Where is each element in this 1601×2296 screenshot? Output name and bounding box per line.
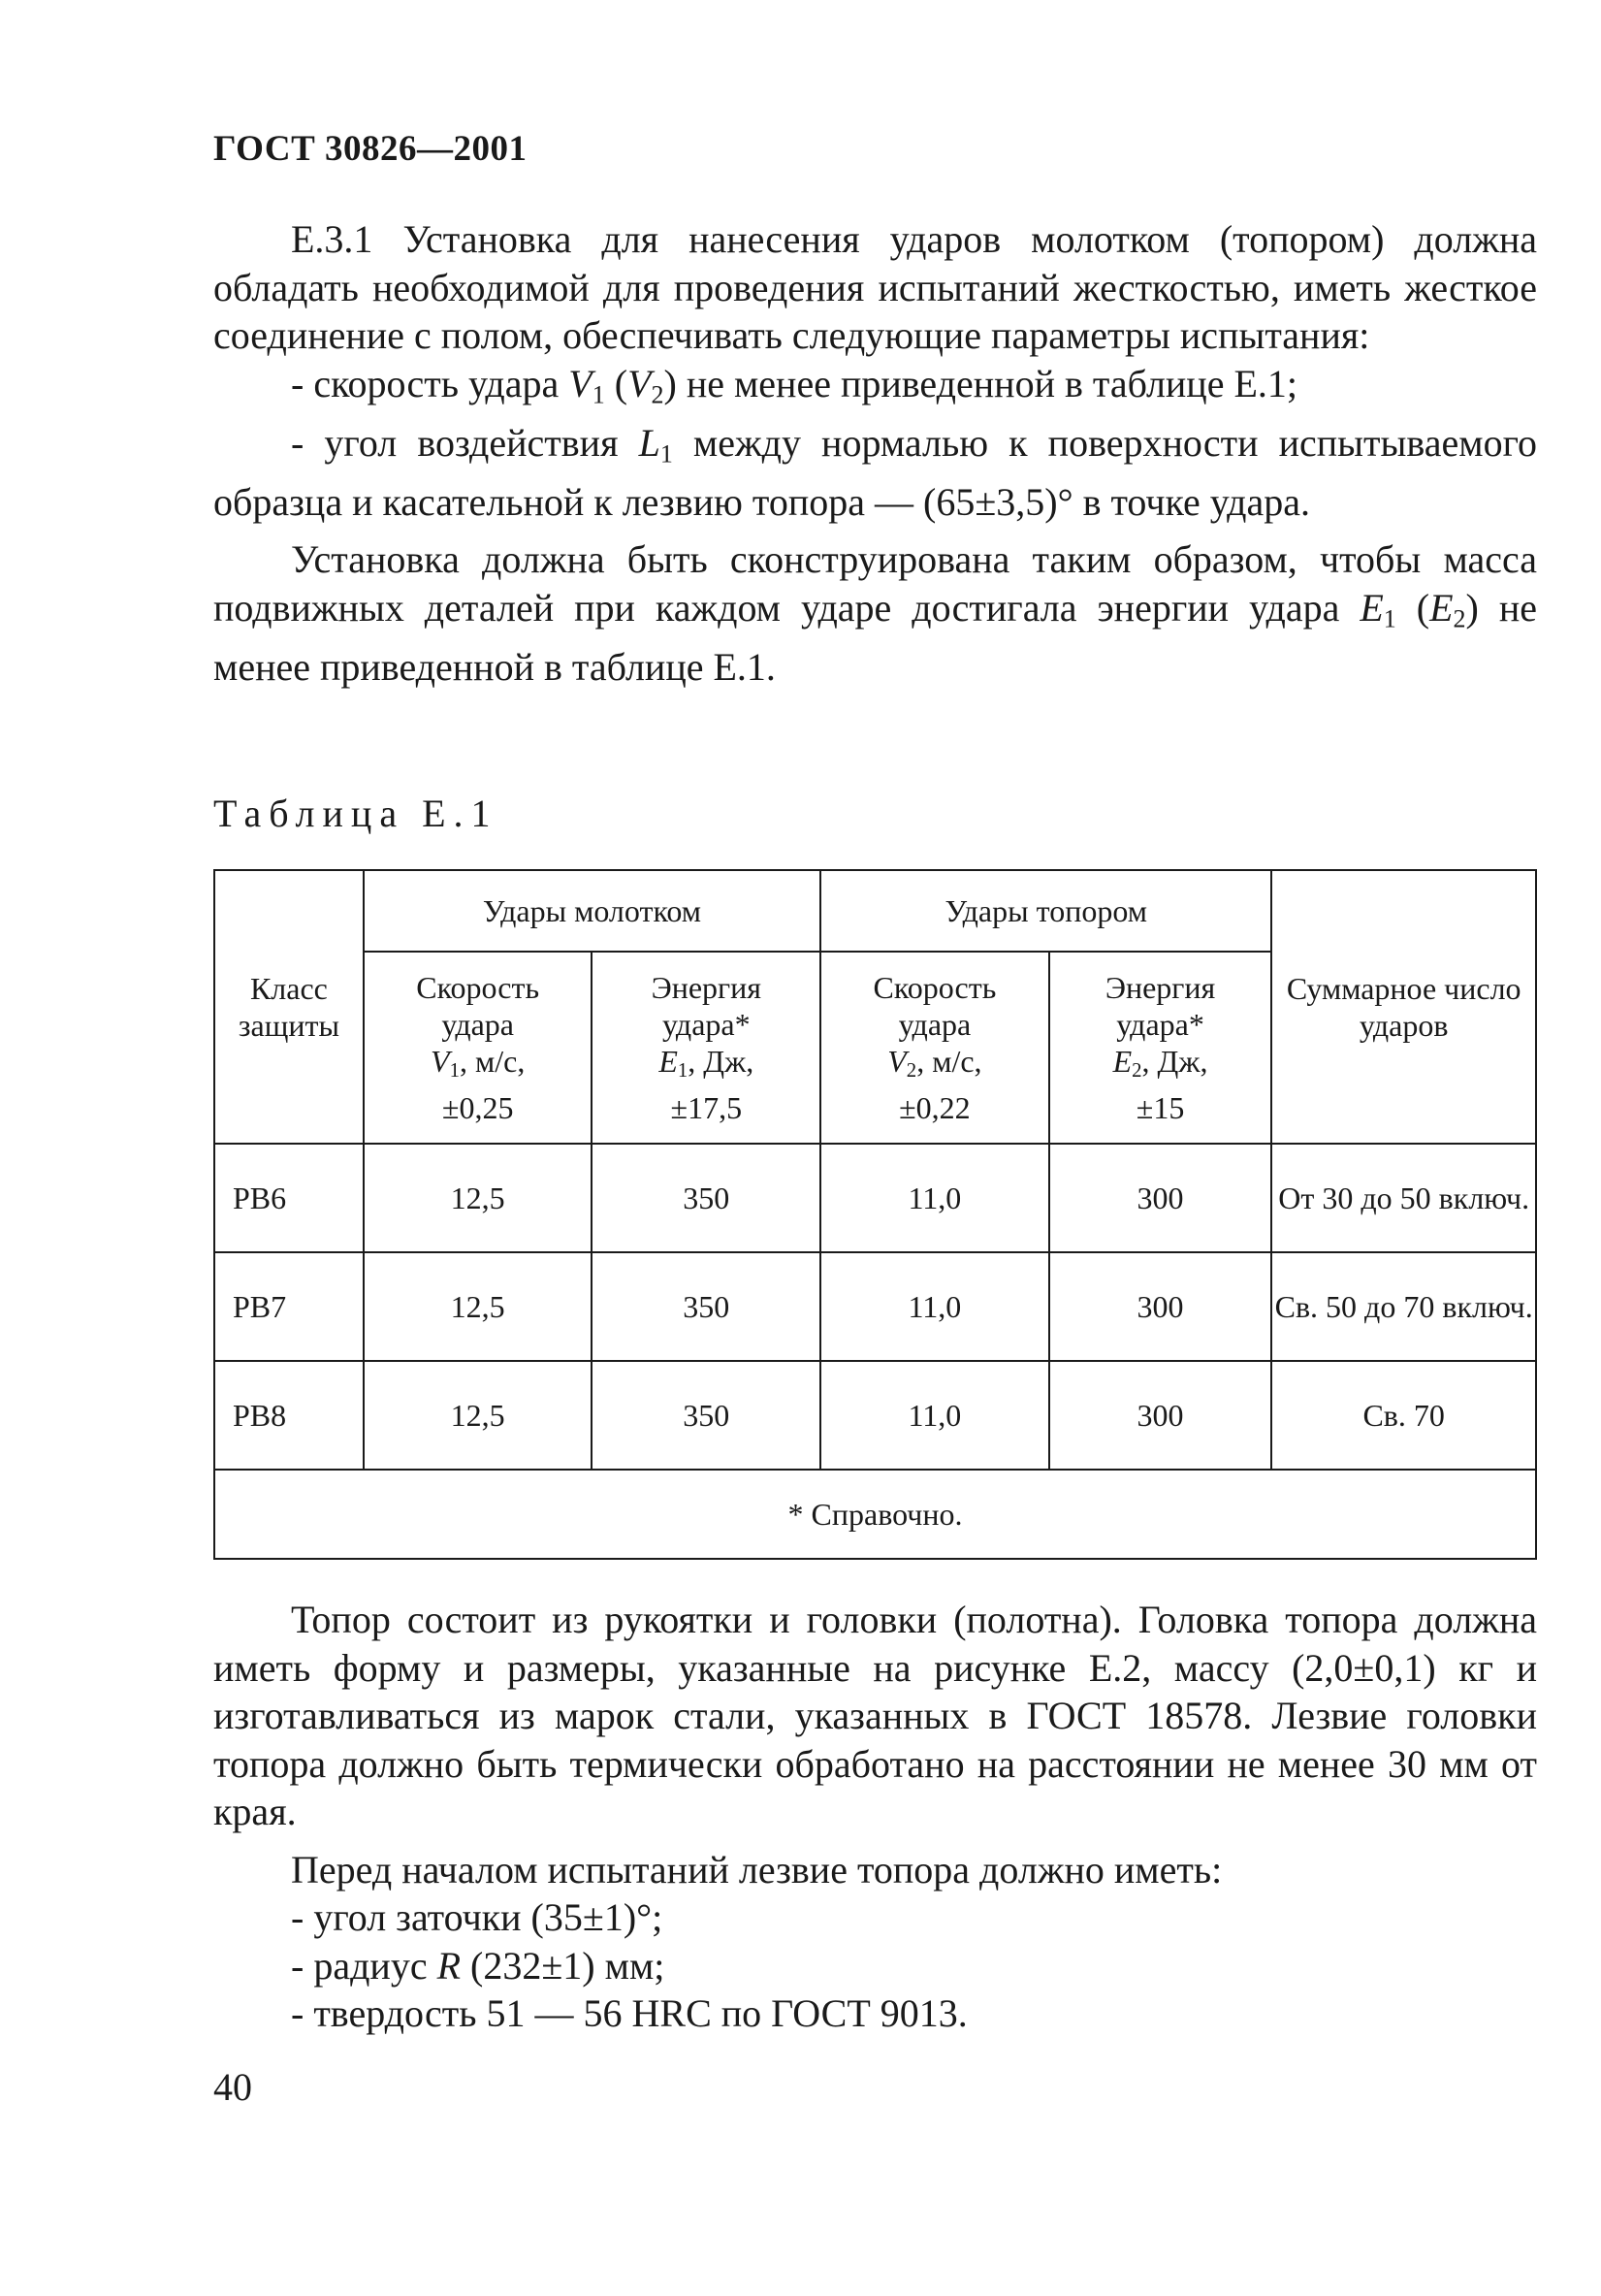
tolerance: ±17,5	[670, 1090, 743, 1126]
var: E	[1112, 1043, 1133, 1079]
bullet-impact-angle	[213, 419, 1537, 527]
text-fragment: ) не менее приведенной в таблице Е.1.	[213, 585, 1537, 689]
table-row	[214, 1361, 1536, 1470]
table-e1	[213, 869, 1537, 1560]
cell-v2: 11,0	[820, 1252, 1049, 1361]
bullet-sharpening-angle: - угол заточки (35±1)°;	[291, 1895, 663, 1939]
subscript: 1	[449, 1059, 460, 1083]
cell-class: РВ8	[214, 1361, 364, 1470]
cell-e1: 350	[592, 1252, 820, 1361]
table-footnote-row	[214, 1470, 1536, 1559]
paragraph-energy	[213, 535, 1537, 691]
text-fragment: между нормалью к поверхности испытываемого образца и касательной к лезвию топора — (65±3,5)° в точке удара.	[213, 420, 1538, 524]
text-fragment: - радиус	[291, 1943, 437, 1988]
unit: , м/с,	[916, 1043, 982, 1079]
table-header-row	[214, 870, 1536, 952]
paragraph-blade-requirements: Перед началом испытаний лезвие топора должно иметь:	[291, 1847, 1223, 1892]
var: V	[431, 1043, 450, 1079]
cell-class: РВ6	[214, 1144, 364, 1252]
var-e: E	[1429, 585, 1454, 630]
var-v: V	[627, 361, 652, 405]
tolerance: ±0,22	[899, 1090, 971, 1126]
subheader-energy-1	[592, 952, 820, 1144]
var-r: R	[436, 1943, 462, 1988]
text-fragment: (	[1395, 585, 1430, 630]
label: Энергия	[1105, 969, 1216, 1005]
cell-e2: 300	[1049, 1361, 1272, 1470]
text-fragment: - угол воздействия	[291, 420, 639, 465]
text-fragment: - скорость удара	[291, 361, 569, 405]
section-e31	[213, 215, 1537, 691]
var-l: L	[638, 420, 660, 465]
subscript: 2	[906, 1059, 917, 1083]
cell-v1: 12,5	[364, 1144, 592, 1252]
var-v: V	[568, 361, 592, 405]
subscript: 1	[659, 439, 673, 468]
table-row	[214, 1144, 1536, 1252]
header-hammer: Удары молотком	[364, 870, 820, 952]
subheader-speed-2	[820, 952, 1049, 1144]
cell-e1: 350	[592, 1144, 820, 1252]
text-fragment: Установка должна быть сконструирована таким образом, чтобы масса подвижных деталей при каждом ударе достигала энергии удара	[213, 537, 1537, 630]
section-axe	[213, 1596, 1537, 2038]
cell-v1: 12,5	[364, 1252, 592, 1361]
subheader-energy-2	[1049, 952, 1272, 1144]
unit: , Дж,	[1141, 1043, 1208, 1079]
paragraph-axe-description: Топор состоит из рукоятки и головки (полотна). Головка топора должна иметь форму и размеры, указанные на рисунке Е.2, массу (2,0±0,1) кг и изготавливаться из марок стали, указанных в ГОСТ 18578. Лезвие головки топора должно быть термически обработано на расстоянии не менее 30 мм от края.	[213, 1598, 1537, 1833]
label: Скорость	[416, 969, 540, 1005]
subscript: 1	[1383, 604, 1396, 632]
document-header: ГОСТ 30826—2001	[213, 129, 528, 169]
label: удара	[441, 1006, 514, 1042]
cell-class: РВ7	[214, 1252, 364, 1361]
cell-v2: 11,0	[820, 1361, 1049, 1470]
label: Скорость	[873, 969, 997, 1005]
subscript: 1	[677, 1059, 688, 1083]
text-fragment: ) не менее приведенной в таблице Е.1;	[663, 361, 1298, 405]
table-row	[214, 1252, 1536, 1361]
bullet-hardness: - твердость 51 — 56 HRC по ГОСТ 9013.	[291, 1991, 968, 2035]
subscript: 1	[592, 380, 605, 408]
cell-e2: 300	[1049, 1252, 1272, 1361]
label: удара*	[1116, 1006, 1204, 1042]
cell-e2: 300	[1049, 1144, 1272, 1252]
unit: , Дж,	[688, 1043, 754, 1079]
cell-v2: 11,0	[820, 1144, 1049, 1252]
subheader-speed-1	[364, 952, 592, 1144]
cell-total: Св. 70	[1271, 1361, 1536, 1470]
cell-total: Св. 50 до 70 включ.	[1271, 1252, 1536, 1361]
header-total: Суммарное число ударов	[1271, 870, 1536, 1144]
paragraph-e31-intro: Е.3.1 Установка для нанесения ударов молотком (топором) должна обладать необходимой для проведения испытаний жесткостью, иметь жесткое соединение с полом, обеспечивать следующие параметры испытания:	[213, 217, 1537, 357]
tolerance: ±15	[1136, 1090, 1185, 1126]
var: V	[887, 1043, 907, 1079]
subscript: 2	[651, 380, 664, 408]
label: удара*	[661, 1006, 751, 1042]
table-caption: Таблица Е.1	[213, 792, 498, 835]
table-footnote: * Справочно.	[214, 1470, 1536, 1559]
label: Энергия	[651, 969, 761, 1005]
bullet-radius	[213, 1942, 1537, 1990]
subscript: 2	[1453, 604, 1466, 632]
tolerance: ±0,25	[441, 1090, 514, 1126]
cell-v1: 12,5	[364, 1361, 592, 1470]
subscript: 2	[1132, 1059, 1142, 1083]
unit: , м/с,	[459, 1043, 526, 1079]
header-axe: Удары топором	[820, 870, 1271, 952]
text-fragment: (	[604, 361, 628, 405]
cell-total: От 30 до 50 включ.	[1271, 1144, 1536, 1252]
page-number: 40	[213, 2065, 252, 2109]
text-fragment: (232±1) мм;	[461, 1943, 665, 1988]
var: E	[658, 1043, 678, 1079]
label: удара	[898, 1006, 972, 1042]
var-e: E	[1360, 585, 1384, 630]
bullet-impact-speed	[213, 360, 1537, 419]
cell-e1: 350	[592, 1361, 820, 1470]
header-class: Класс защиты	[214, 870, 364, 1144]
